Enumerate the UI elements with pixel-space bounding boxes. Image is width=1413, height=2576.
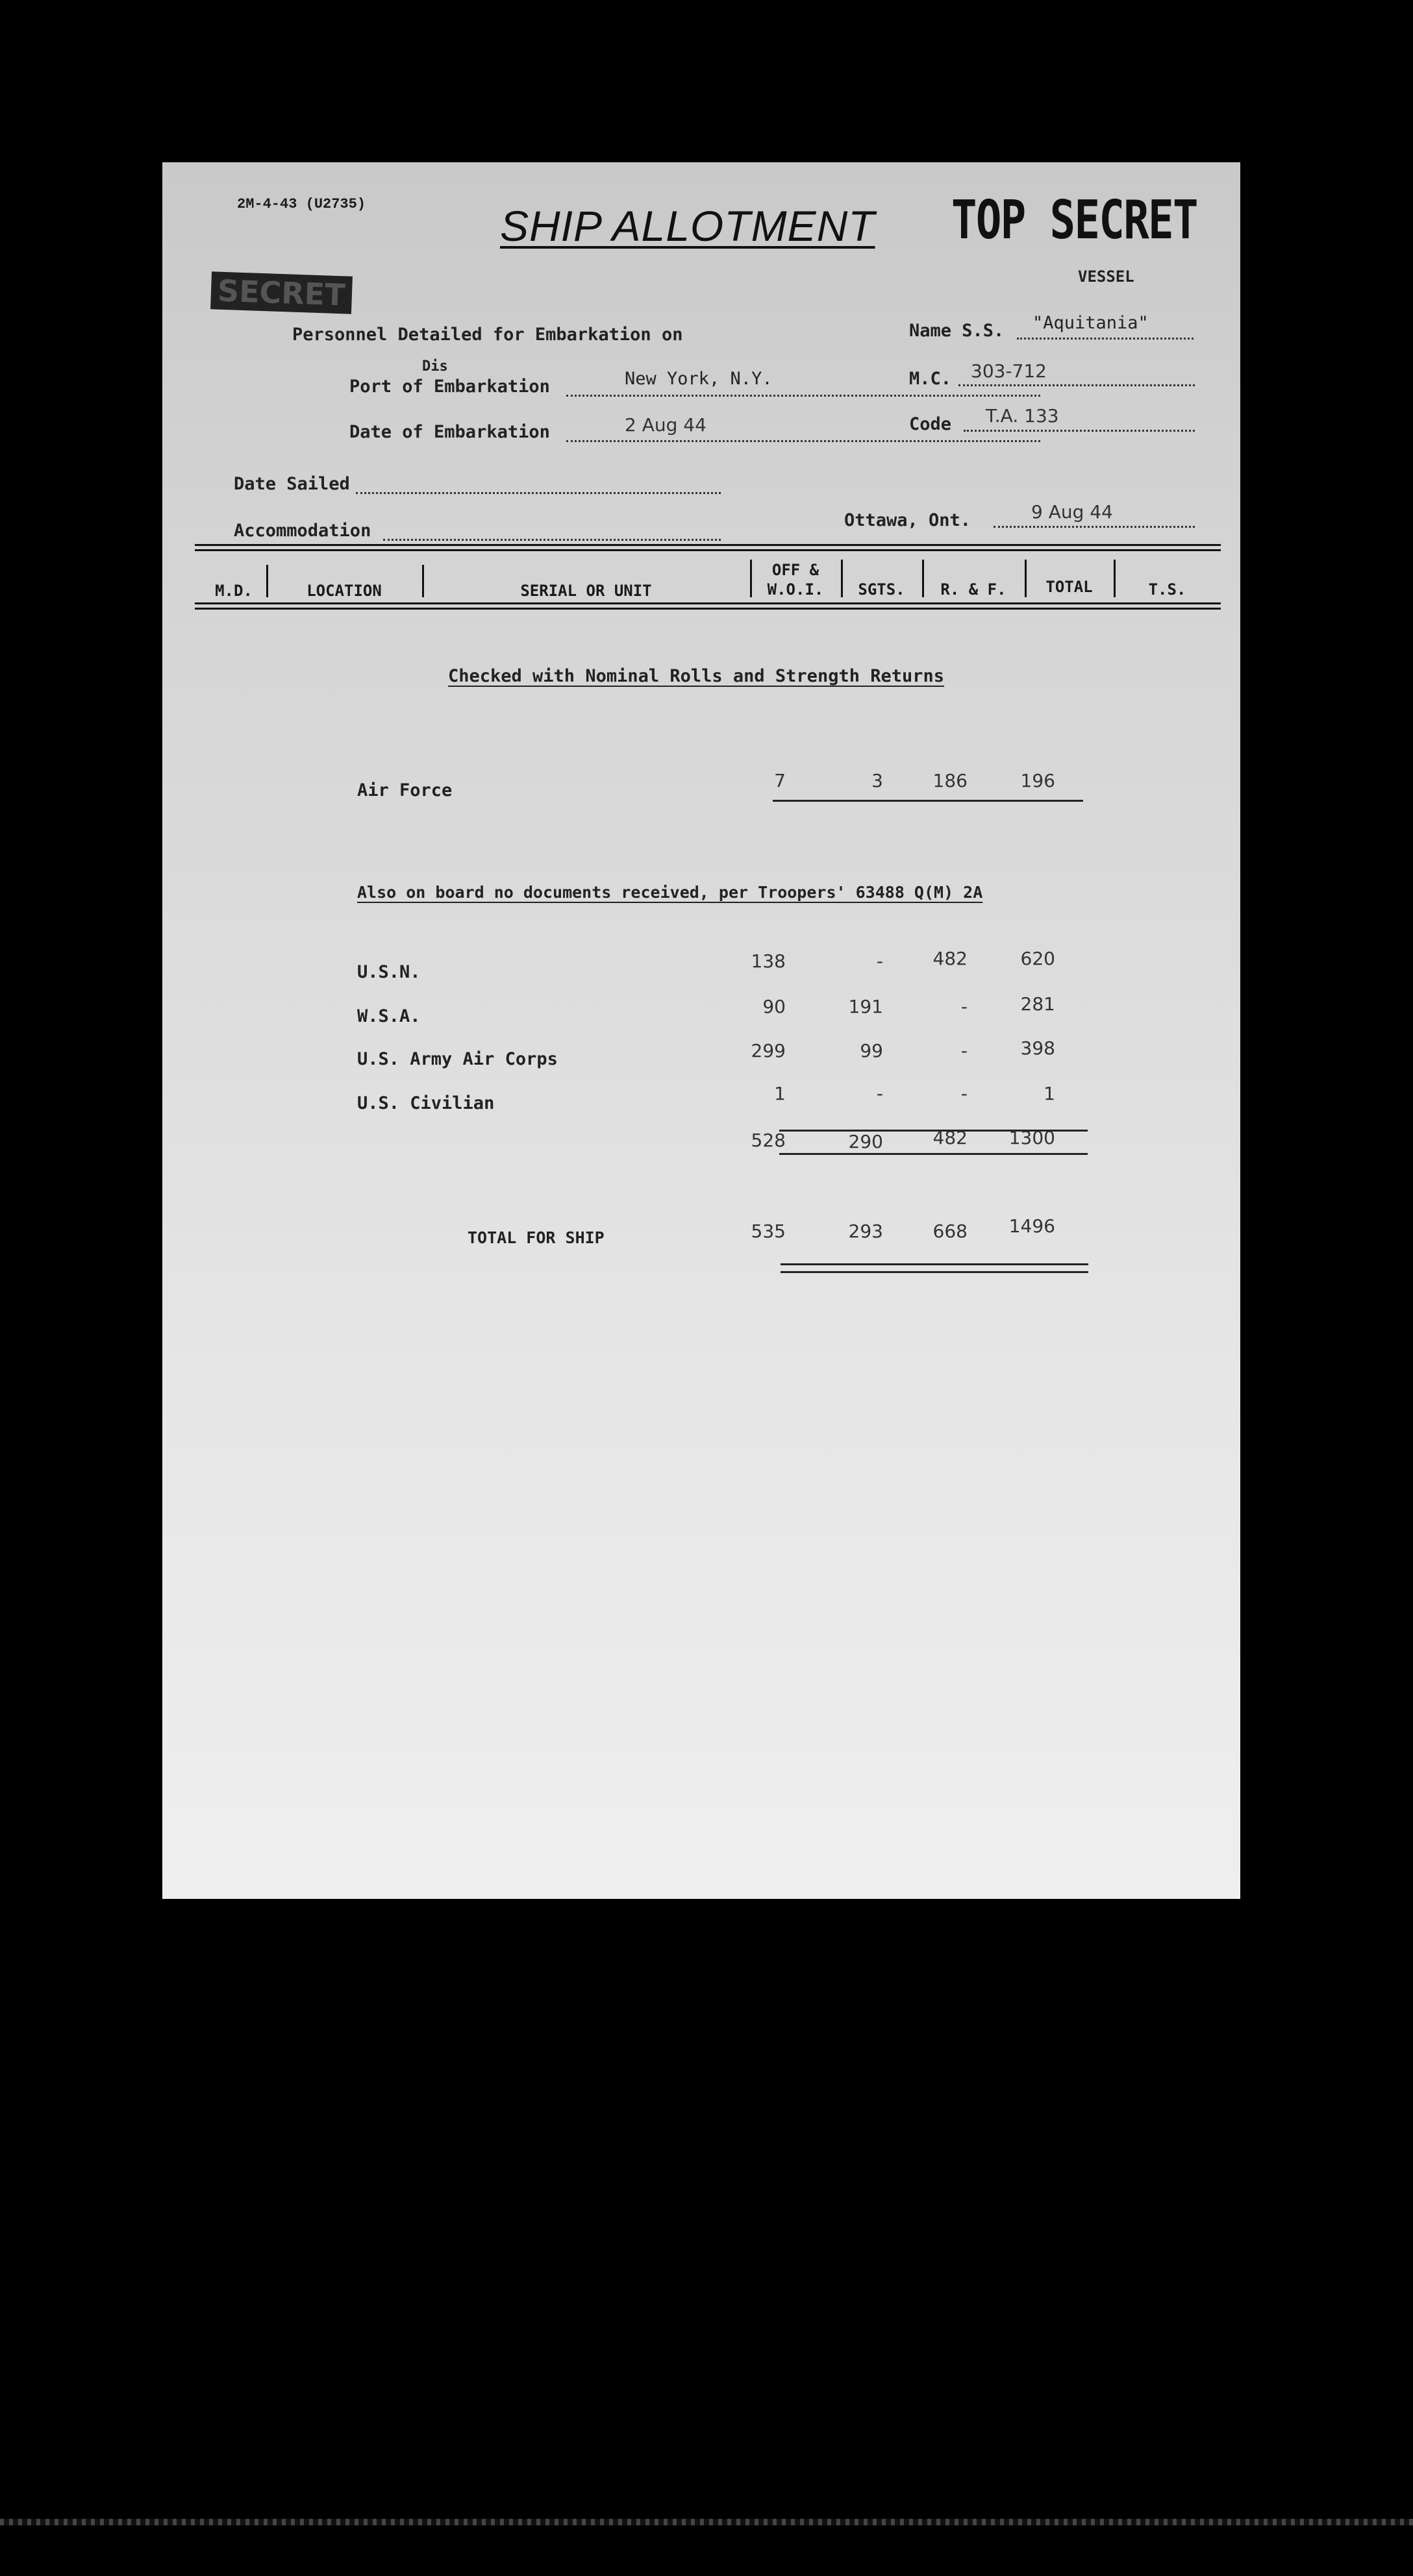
- header-total: TOTAL: [1045, 578, 1093, 596]
- header-ts: T.S.: [1148, 580, 1186, 599]
- grand-total-total: 1496: [1008, 1215, 1055, 1237]
- port-label: Port of Embarkation: [349, 377, 550, 397]
- place-label: Ottawa, Ont.: [844, 510, 971, 530]
- grand-total-label: TOTAL FOR SHIP: [468, 1228, 605, 1247]
- form-number: 2M-4-43 (U2735): [237, 196, 366, 212]
- row-aac-off: 299: [751, 1040, 786, 1061]
- date-sailed-label: Date Sailed: [234, 474, 350, 494]
- row-wsa-off: 90: [762, 996, 786, 1017]
- also-note: Also on board no documents received, per Troopers' 63488 Q(M) 2A: [357, 883, 983, 902]
- air-force-total: 196: [1020, 770, 1055, 791]
- row-label-usn: U.S.N.: [357, 962, 421, 982]
- dis-annotation: Dis: [422, 358, 448, 375]
- row-usn-off: 138: [751, 950, 786, 972]
- row-label-civilian: U.S. Civilian: [357, 1093, 495, 1113]
- code-label: Code: [909, 414, 952, 434]
- grand-total-rf: 668: [932, 1220, 968, 1242]
- place-date-value: 9 Aug 44: [1031, 501, 1113, 523]
- header-rf: R. & F.: [940, 580, 1007, 599]
- vessel-label: VESSEL: [1078, 267, 1134, 286]
- grand-total-sgts: 293: [848, 1220, 883, 1242]
- row-label-army-air-corps: U.S. Army Air Corps: [357, 1049, 558, 1069]
- code-value: T.A. 133: [986, 405, 1059, 427]
- header-woi: W.O.I.: [767, 580, 824, 599]
- checked-note: Checked with Nominal Rolls and Strength Returns: [448, 666, 945, 686]
- subtotal-rf: 482: [932, 1127, 968, 1148]
- film-edge: [0, 2519, 1413, 2525]
- row-aac-sgts: 99: [860, 1040, 883, 1061]
- personnel-label: Personnel Detailed for Embarkation on: [292, 325, 683, 345]
- ship-name-value: "Aquitania": [1032, 313, 1149, 333]
- port-value: New York, N.Y.: [625, 369, 773, 389]
- row-wsa-sgts: 191: [848, 996, 883, 1017]
- air-force-label: Air Force: [357, 780, 453, 800]
- row-label-wsa: W.S.A.: [357, 1006, 421, 1026]
- row-aac-rf: -: [960, 1040, 968, 1061]
- row-civ-total: 1: [1044, 1083, 1055, 1104]
- row-aac-total: 398: [1020, 1037, 1055, 1059]
- air-force-sgts: 3: [871, 770, 883, 791]
- air-force-off: 7: [774, 770, 786, 791]
- embarkation-date-label: Date of Embarkation: [349, 422, 550, 442]
- subtotal-sgts: 290: [848, 1131, 883, 1152]
- secret-stamp: SECRET: [210, 271, 352, 314]
- mc-value: 303-712: [971, 360, 1047, 382]
- air-force-rf: 186: [932, 770, 968, 791]
- row-usn-sgts: -: [876, 950, 883, 972]
- document-title: SHIP ALLOTMENT: [500, 202, 875, 250]
- top-secret-stamp: TOP SECRET: [951, 190, 1197, 251]
- grand-total-off: 535: [751, 1220, 786, 1242]
- row-civ-rf: -: [960, 1083, 968, 1104]
- header-sgts: SGTS.: [858, 580, 905, 599]
- embarkation-date-value: 2 Aug 44: [625, 414, 706, 436]
- row-wsa-rf: -: [960, 996, 968, 1017]
- row-usn-total: 620: [1020, 948, 1055, 969]
- header-md: M.D.: [215, 582, 253, 600]
- mc-label: M.C.: [909, 369, 952, 389]
- accommodation-label: Accommodation: [234, 521, 371, 541]
- row-civ-off: 1: [774, 1083, 786, 1104]
- ship-name-label: Name S.S.: [909, 321, 1005, 341]
- row-usn-rf: 482: [932, 948, 968, 969]
- row-civ-sgts: -: [876, 1083, 883, 1104]
- header-off: OFF &: [771, 561, 819, 579]
- subtotal-total: 1300: [1008, 1127, 1055, 1148]
- header-location: LOCATION: [306, 582, 382, 600]
- document-page: [162, 162, 1240, 1899]
- header-serial: SERIAL OR UNIT: [520, 582, 652, 600]
- subtotal-off: 528: [751, 1130, 786, 1151]
- row-wsa-total: 281: [1020, 993, 1055, 1015]
